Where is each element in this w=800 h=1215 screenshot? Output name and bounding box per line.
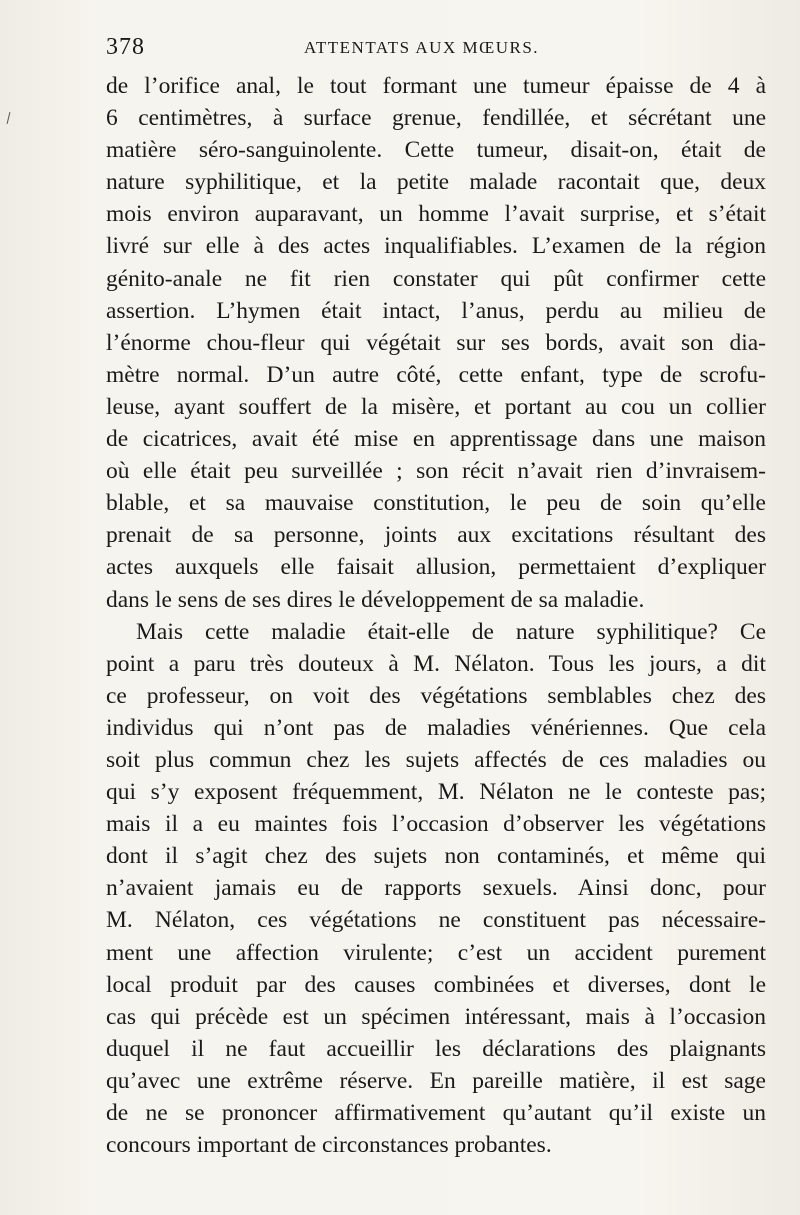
running-head: ATTENTATS AUX MŒURS. bbox=[304, 38, 540, 57]
text-line: nature syphilitique, et la petite malade racontait que, deux bbox=[106, 169, 766, 196]
text-line: mètre normal. D’un autre côté, cette enfant, type de scrofu- bbox=[106, 361, 766, 388]
text-line: point a paru très douteux à M. Nélaton. Tous les jours, a dit bbox=[106, 650, 766, 677]
text-line: où elle était peu surveillée ; son récit n’avait rien d’invraisem- bbox=[106, 458, 766, 485]
text-line: de cicatrices, avait été mise en apprentissage dans une maison bbox=[106, 426, 766, 453]
paragraph-2 bbox=[106, 616, 766, 1162]
text-line: génito-anale ne fit rien constater qui pût confirmer cette bbox=[106, 265, 766, 292]
text-line: livré sur elle à des actes inqualifiables. L’examen de la région bbox=[106, 233, 766, 260]
text-line: assertion. L’hymen était intact, l’anus, perdu au milieu de bbox=[106, 297, 766, 324]
text-line: n’avaient jamais eu de rapports sexuels. Ainsi donc, pour bbox=[106, 875, 766, 902]
text-line: leuse, ayant souffert de la misère, et portant au cou un collier bbox=[106, 393, 766, 420]
text-line: ce professeur, on voit des végétations semblables chez des bbox=[106, 682, 766, 709]
text-line: blable, et sa mauvaise constitution, le peu de soin qu’elle bbox=[106, 490, 766, 517]
text-line: dont il s’agit chez des sujets non contaminés, et même qui bbox=[106, 843, 766, 870]
body-text bbox=[106, 70, 766, 1161]
text-line: soit plus commun chez les sujets affectés de ces maladies ou bbox=[106, 746, 766, 773]
paragraph-1 bbox=[106, 70, 766, 616]
text-line: de ne se prononcer affirmativement qu’autant qu’il existe un bbox=[106, 1100, 766, 1126]
text-line: cas qui précède est un spécimen intéressant, mais à l’occasion bbox=[106, 1003, 766, 1030]
text-line: concours important de circonstances probantes. bbox=[106, 1132, 552, 1159]
page-number: 378 bbox=[106, 34, 145, 60]
text-line: actes auxquels elle faisait allusion, permettaient d’expliquer bbox=[106, 554, 766, 581]
text-line: 6 centimètres, à surface grenue, fendillée, et sécrétant une bbox=[106, 105, 766, 132]
text-line: qu’avec une extrême réserve. En pareille matière, il est sage bbox=[106, 1067, 766, 1094]
text-line: qui s’y exposent fréquemment, M. Nélaton ne le conteste pas; bbox=[106, 779, 766, 806]
text-line: individus qui n’ont pas de maladies vénériennes. Que cela bbox=[106, 714, 766, 741]
text-line: mais il a eu maintes fois l’occasion d’observer les végétations bbox=[106, 811, 766, 838]
text-line: ment une affection virulente; c’est un accident purement bbox=[106, 939, 766, 966]
margin-mark bbox=[7, 112, 11, 124]
text-line: M. Nélaton, ces végétations ne constituent pas nécessaire- bbox=[106, 907, 766, 934]
text-line: de l’orifice anal, le tout formant une tumeur épaisse de 4 à bbox=[106, 73, 766, 99]
text-line: l’énorme chou-fleur qui végétait sur ses bords, avait son dia- bbox=[106, 329, 766, 356]
text-line: matière séro-sanguinolente. Cette tumeur, disait-on, était de bbox=[106, 137, 766, 164]
text-line: local produit par des causes combinées et diverses, dont le bbox=[106, 971, 766, 998]
text-line: prenait de sa personne, joints aux excitations résultant des bbox=[106, 522, 766, 549]
page-header bbox=[106, 34, 766, 64]
text-line: Mais cette maladie était-elle de nature syphilitique? Ce bbox=[136, 618, 766, 645]
text-line: dans le sens de ses dires le développement de sa maladie. bbox=[106, 586, 645, 613]
text-line: mois environ auparavant, un homme l’avait surprise, et s’était bbox=[106, 201, 766, 228]
text-line: duquel il ne faut accueillir les déclarations des plaignants bbox=[106, 1035, 766, 1062]
